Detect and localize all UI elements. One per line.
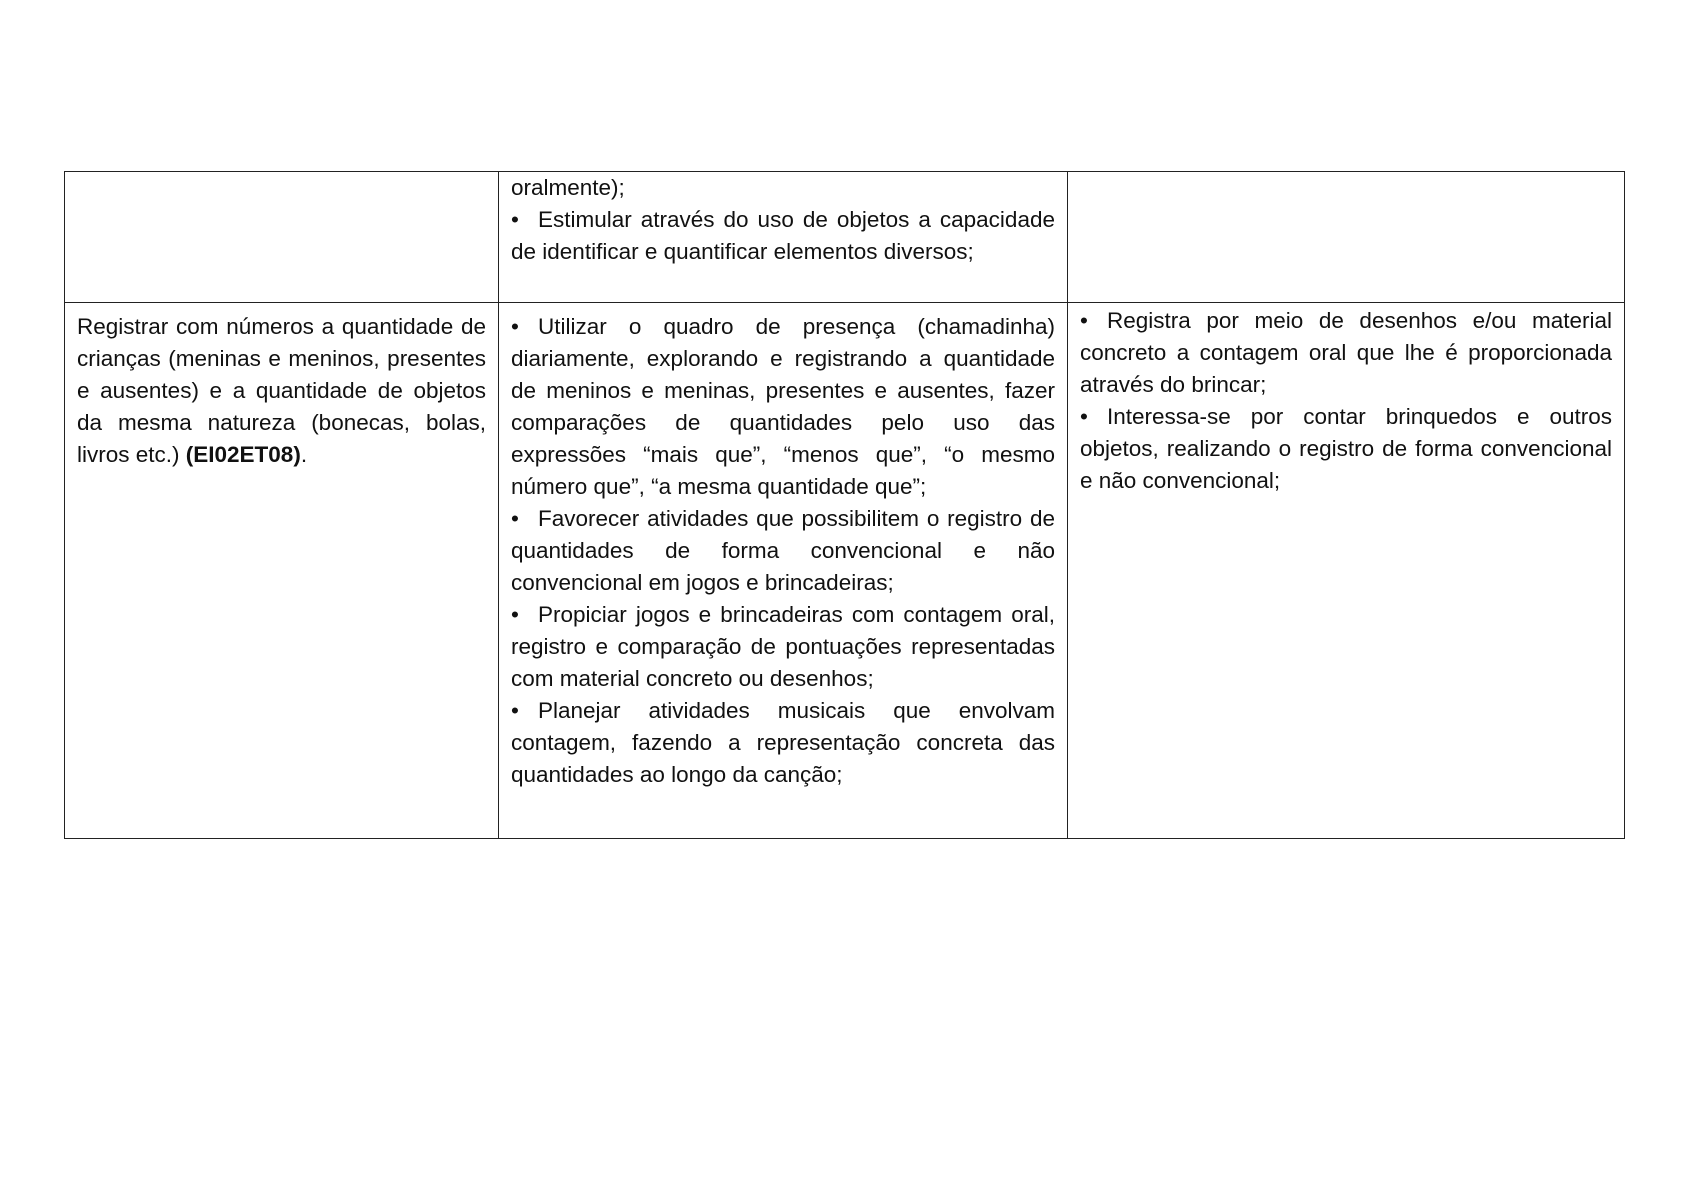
objective-body: Registrar com números a quantidade de crianças (meninas e meninos, presentes e ausentes) e a quantidade de objetos da mesma natureza (bonecas, bolas, livros etc.)	[77, 314, 486, 467]
list-item-text: Propiciar jogos e brincadeiras com contagem oral, registro e comparação de pontuações representadas com material concreto ou desenhos;	[511, 602, 1055, 691]
table-cell-assessment	[1068, 303, 1625, 839]
list-item-text: Estimular através do uso de objetos a capacidade de identificar e quantificar elementos diversos;	[511, 207, 1055, 264]
table-cell-strategies	[499, 303, 1068, 839]
table-cell-objective	[65, 303, 499, 839]
objective-text	[77, 311, 486, 471]
list-item-text: Planejar atividades musicais que envolvam contagem, fazendo a representação concreta das quantidades ao longo da canção;	[511, 698, 1055, 787]
continuation-text: oralmente);	[511, 175, 625, 200]
bullet-icon: •	[511, 314, 519, 339]
table-cell-assessment	[1068, 172, 1625, 303]
list-item-text: Interessa-se por contar brinquedos e outros objetos, realizando o registro de forma convencional e não convencional;	[1080, 404, 1612, 493]
list-item	[1080, 401, 1612, 497]
list-item	[511, 311, 1055, 503]
objective-end: .	[300, 442, 308, 467]
table-row	[65, 303, 1625, 839]
bullet-icon: •	[1080, 308, 1088, 333]
list-item-text: Registra por meio de desenhos e/ou material concreto a contagem oral que lhe é proporcionada através do brincar;	[1080, 308, 1612, 397]
list-item-text: Utilizar o quadro de presença (chamadinha) diariamente, explorando e registrando a quantidade de meninos e meninas, presentes e ausentes, fazer comparações de quantidades pelo uso das expressões “mais que”, “menos que”, “o mesmo número que”, “a mesma quantidade que”;	[511, 314, 1055, 499]
bullet-icon: •	[511, 698, 519, 723]
list-item	[511, 695, 1055, 791]
bullet-icon: •	[511, 602, 519, 627]
list-item-text: Favorecer atividades que possibilitem o registro de quantidades de forma convencional e não convencional em jogos e brincadeiras;	[511, 506, 1055, 595]
list-item	[511, 503, 1055, 599]
list-item	[511, 599, 1055, 695]
table-row	[65, 172, 1625, 303]
list-item	[1080, 305, 1612, 401]
content-table	[64, 171, 1625, 839]
bullet-icon: •	[511, 506, 519, 531]
list-item	[511, 204, 1055, 268]
bullet-icon: •	[511, 207, 519, 232]
table-cell-strategies	[499, 172, 1068, 303]
table-cell-objective	[65, 172, 499, 303]
bullet-icon: •	[1080, 404, 1088, 429]
objective-code: (EI02ET08)	[185, 442, 301, 467]
